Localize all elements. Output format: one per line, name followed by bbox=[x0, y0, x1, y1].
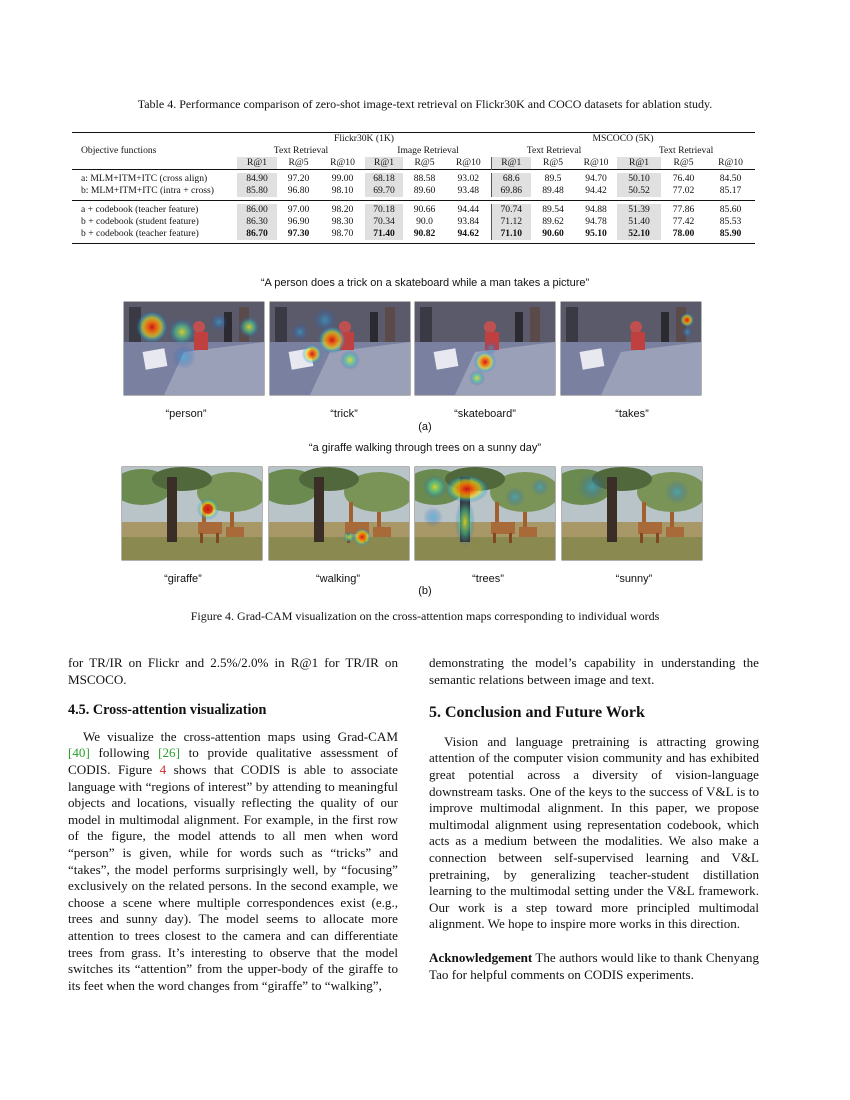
table-row bbox=[72, 204, 755, 216]
heatmap-panel-walking bbox=[269, 467, 409, 560]
table-cell: 89.48 bbox=[542, 185, 564, 196]
table-cell: 70.34 bbox=[365, 216, 403, 228]
table-cell: 69.70 bbox=[365, 185, 403, 197]
table-cell: 78.00 bbox=[672, 228, 695, 239]
figure-caption: Figure 4. Grad-CAM visualization on the cross-attention maps corresponding to individual words bbox=[190, 609, 660, 623]
table-cell: 98.30 bbox=[331, 216, 354, 227]
table-cell: 50.52 bbox=[617, 185, 661, 197]
heatmap-panel-skateboard bbox=[415, 302, 555, 395]
metric-header: R@1 bbox=[617, 157, 661, 170]
heatmap-panel-trees bbox=[415, 467, 555, 560]
table-cell: 95.10 bbox=[585, 228, 607, 239]
table-cell: 89.60 bbox=[413, 185, 436, 196]
table-cell: 69.86 bbox=[491, 185, 531, 197]
table-cell: 86.30 bbox=[237, 216, 277, 228]
metric-header: R@5 bbox=[288, 157, 309, 168]
sentence-a: “A person does a trick on a skateboard while a man takes a picture” bbox=[260, 277, 590, 289]
metric-header: R@10 bbox=[455, 157, 481, 168]
table-caption: Table 4. Performance comparison of zero-shot image-text retrieval on Flickr30K and COCO datasets for ablation study. bbox=[137, 97, 713, 111]
metric-header: R@10 bbox=[718, 157, 743, 168]
table-row bbox=[72, 173, 755, 185]
table-cell: 94.78 bbox=[585, 216, 607, 227]
task-header: Text Retrieval bbox=[658, 145, 714, 156]
table-cell: 71.40 bbox=[365, 228, 403, 240]
table-cell: 77.42 bbox=[672, 216, 695, 227]
table-cell: 51.40 bbox=[617, 216, 661, 228]
citation-link[interactable]: [40] bbox=[68, 745, 90, 761]
table-cell: 68.6 bbox=[491, 173, 531, 185]
metric-header: R@1 bbox=[365, 157, 403, 170]
table-cell: 93.48 bbox=[457, 185, 480, 196]
table-cell: 85.90 bbox=[719, 228, 742, 239]
table-cell: 98.10 bbox=[331, 185, 354, 196]
table-cell: 94.42 bbox=[585, 185, 607, 196]
word-label-sunny: “sunny” bbox=[615, 573, 653, 585]
table-cell: 96.90 bbox=[287, 216, 310, 227]
table-cell: 96.80 bbox=[287, 185, 310, 196]
table-cell: 85.80 bbox=[237, 185, 277, 197]
word-label-walking: “walking” bbox=[315, 573, 360, 585]
table-cell: 94.44 bbox=[457, 204, 480, 215]
cross-attention-paragraph: We visualize the cross-attention maps using Grad-CAM [40] following [26] to provide qualitative assessment of CODIS. Figure 4 shows that CODIS is able to associate language with “regions of interest” by attending to meaningful objects and locations, visually reflecting the quality of our model in multimodal alignment. For example, in the first row of the figure, the model attends to all men when word “person” is given, while for words such as “tricks” and “takes”, the model performs surprisingly well, by “focusing” exclusively on the related persons. In the second example, we choose a scene where multiple correspondences exist (e.g., trees and sunny day). The model seems to allocate more attention to trees closest to the camera and can differentiate trees from grass. It’s interesting to observe that the model switches its “attention” from the upper-body of the giraffe to its feet when the word changes from “giraffe” to “walking”, bbox=[68, 728, 398, 993]
word-label-skateboard: “skateboard” bbox=[454, 408, 516, 420]
conclusion-paragraph: Vision and language pretraining is attracting growing attention of the computer vision community and has exhibited great potential across a diversity of vision-language downstream tasks. One of the keys to the success of V&L is to improve multimodal alignment. In this paper, we propose multimodal alignment using representation codebook, which acts as a medium between the modalities. We also make a connection between self-supervised learning and V&L pretraining, by generalizing teacher-student distillation learning to the multimodal setting under the V&L framework. Our work is a step toward more principled multimodal alignment. We hope to inspire more works in this direction. bbox=[429, 733, 759, 932]
dataset-header-mscoco: MSCOCO (5K) bbox=[491, 133, 755, 146]
table-cell: 50.10 bbox=[617, 173, 661, 185]
intro-math: 2.5%/2.0% bbox=[210, 655, 269, 670]
left-column bbox=[68, 655, 398, 994]
table-cell: 98.70 bbox=[331, 228, 354, 239]
table-cell: 86.70 bbox=[237, 228, 277, 240]
task-header: Text Retrieval bbox=[526, 145, 582, 156]
left-intro-paragraph: for TR/IR on Flickr and 2.5%/2.0% in R@1 for TR/IR on MSCOCO. bbox=[68, 655, 398, 687]
table-body-baseline bbox=[72, 173, 755, 197]
table-cell: 85.53 bbox=[719, 216, 742, 227]
subfigure-label-b: (b) bbox=[418, 585, 432, 597]
metric-header: R@5 bbox=[673, 157, 694, 168]
word-label-trick: “trick” bbox=[330, 408, 358, 420]
table-cell: 84.50 bbox=[719, 173, 742, 184]
metric-header: R@10 bbox=[330, 157, 355, 168]
table-cell: 97.20 bbox=[287, 173, 310, 184]
table-cell: 93.84 bbox=[457, 216, 480, 227]
table-cell: 89.62 bbox=[542, 216, 564, 227]
table-cell: 89.54 bbox=[542, 204, 564, 215]
table-cell: 71.12 bbox=[491, 216, 531, 228]
row-label: b + codebook (teacher feature) bbox=[81, 228, 199, 239]
table-cell: 97.00 bbox=[287, 204, 310, 215]
row-label: b: MLM+ITM+ITC (intra + cross) bbox=[81, 185, 214, 196]
table-cell: 85.60 bbox=[719, 204, 742, 215]
row-label: a: MLM+ITM+ITC (cross align) bbox=[81, 173, 208, 184]
table-row bbox=[72, 228, 755, 240]
table-cell: 84.90 bbox=[237, 173, 277, 185]
figure-link[interactable]: 4 bbox=[159, 761, 167, 777]
table-cell: 94.70 bbox=[585, 173, 607, 184]
table-row bbox=[72, 185, 755, 197]
metric-header: R@1 bbox=[491, 157, 531, 170]
table-cell: 89.5 bbox=[544, 173, 562, 184]
row-label: a + codebook (teacher feature) bbox=[81, 204, 199, 215]
table-cell: 51.39 bbox=[617, 204, 661, 216]
table-cell: 90.60 bbox=[542, 228, 564, 239]
table-cell: 85.17 bbox=[719, 185, 742, 196]
table-cell: 86.00 bbox=[237, 204, 277, 216]
right-intro-paragraph: demonstrating the model’s capability in understanding the semantic relations between image and text. bbox=[429, 655, 759, 687]
sentence-b: “a giraffe walking through trees on a sunny day” bbox=[308, 442, 542, 454]
subfigure-label-a: (a) bbox=[418, 421, 432, 433]
heatmap-panel-person bbox=[124, 302, 264, 395]
heatmap-panel-trick bbox=[270, 302, 410, 395]
heatmap-panel-takes bbox=[561, 302, 701, 395]
right-column bbox=[429, 655, 759, 983]
table-cell: 98.20 bbox=[331, 204, 354, 215]
task-header-row bbox=[72, 145, 755, 157]
heatmap-panel-sunny bbox=[562, 467, 702, 560]
table-row bbox=[72, 216, 755, 228]
word-label-giraffe: “giraffe” bbox=[164, 573, 202, 585]
table-cell: 76.40 bbox=[672, 173, 695, 184]
table-cell: 77.86 bbox=[672, 204, 695, 215]
word-label-takes: “takes” bbox=[615, 408, 649, 420]
acknowledgement-paragraph: Acknowledgement The authors would like to thank Chenyang Tao for helpful comments on CODIS experiments. bbox=[429, 949, 759, 982]
metric-header: R@1 bbox=[237, 157, 277, 170]
citation-link[interactable]: [26] bbox=[158, 745, 180, 761]
table-cell: 94.62 bbox=[457, 228, 480, 239]
table-cell: 90.0 bbox=[416, 216, 433, 227]
task-header: Image Retrieval bbox=[397, 145, 459, 156]
task-header: Text Retrieval bbox=[273, 145, 329, 156]
objective-header: Objective functions bbox=[81, 145, 157, 156]
table-cell: 71.10 bbox=[491, 228, 531, 240]
table-cell: 70.74 bbox=[491, 204, 531, 216]
table-cell: 93.02 bbox=[457, 173, 480, 184]
section-heading-5: 5. Conclusion and Future Work bbox=[429, 704, 645, 722]
section-heading-4-5: 4.5. Cross-attention visualization bbox=[68, 702, 267, 719]
table-cell: 77.02 bbox=[672, 185, 695, 196]
table-cell: 99.00 bbox=[331, 173, 354, 184]
word-label-trees: “trees” bbox=[472, 573, 504, 585]
table-cell: 88.58 bbox=[413, 173, 436, 184]
table-body-codebook bbox=[72, 204, 755, 240]
table-cell: 52.10 bbox=[617, 228, 661, 240]
metric-header: R@5 bbox=[414, 157, 435, 168]
table-cell: 97.30 bbox=[287, 228, 310, 239]
word-label-person: “person” bbox=[165, 408, 207, 420]
metric-header: R@10 bbox=[583, 157, 609, 168]
acknowledgement-label: Acknowledgement bbox=[429, 949, 533, 965]
table-cell: 90.82 bbox=[413, 228, 436, 239]
dataset-header-flickr: Flickr30K (1K) bbox=[237, 133, 491, 146]
table-cell: 70.18 bbox=[365, 204, 403, 216]
metric-header: R@5 bbox=[543, 157, 564, 168]
dataset-header-row bbox=[72, 133, 755, 146]
table-cell: 90.66 bbox=[413, 204, 436, 215]
table-cell: 68.18 bbox=[365, 173, 403, 185]
row-label: b + codebook (student feature) bbox=[81, 216, 199, 227]
metric-header-row bbox=[72, 157, 755, 170]
table-cell: 94.88 bbox=[585, 204, 607, 215]
heatmap-panel-giraffe bbox=[122, 467, 262, 560]
results-table bbox=[72, 132, 755, 244]
